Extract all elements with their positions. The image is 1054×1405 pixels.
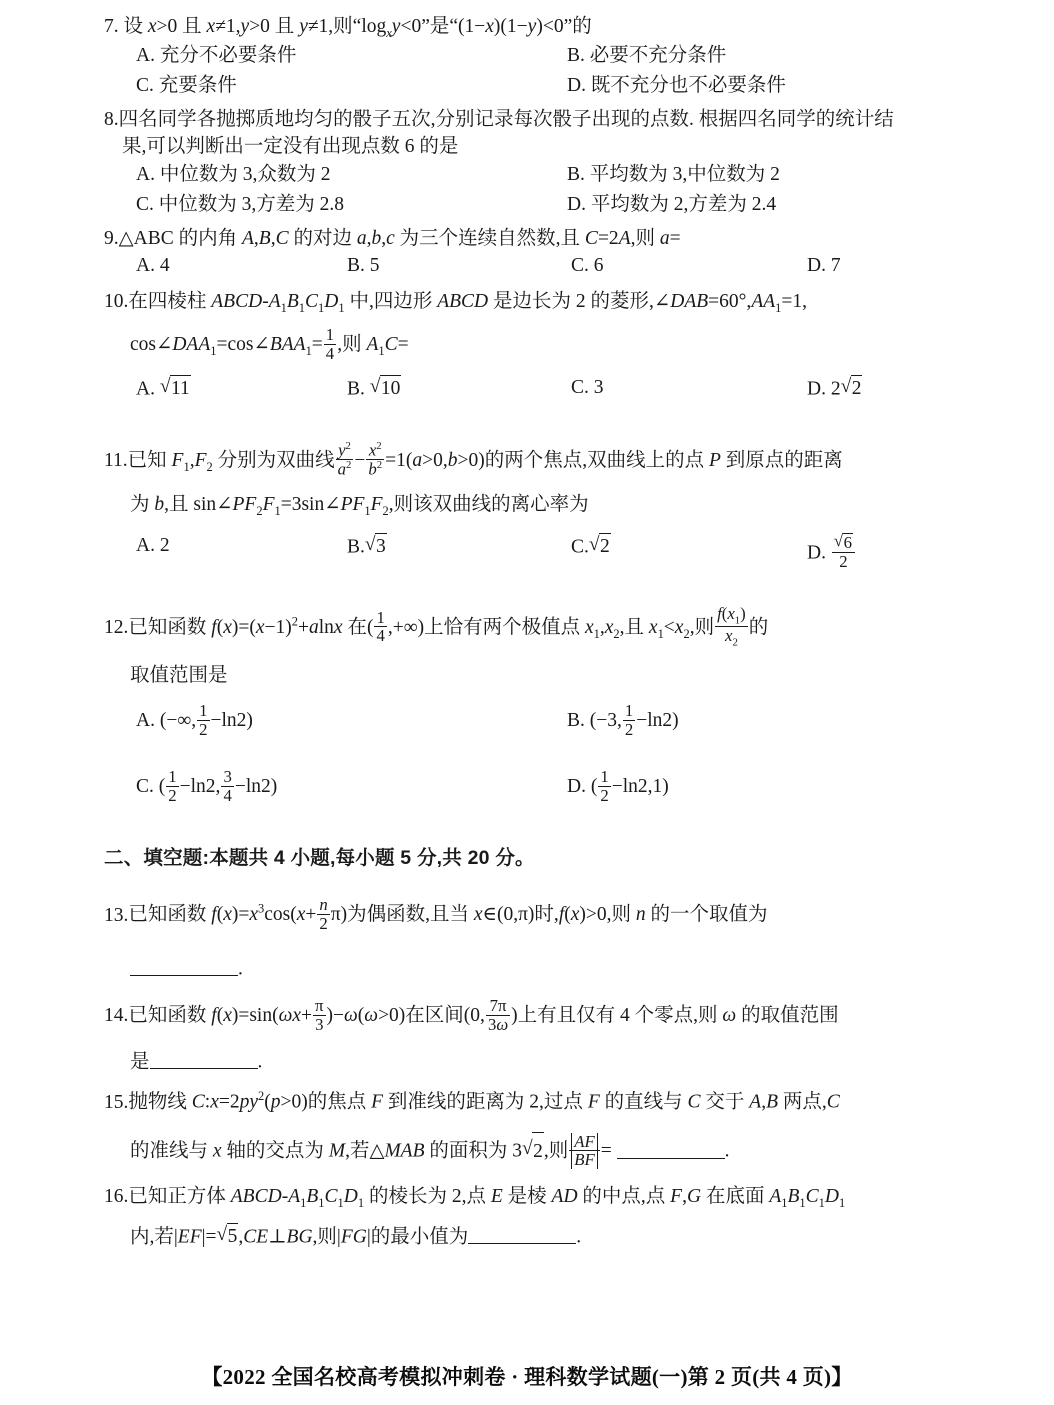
question-8-text-2: 果,可以判断出一定没有出现点数 6 的是 bbox=[122, 136, 459, 158]
question-7-choice-a[interactable]: A. 充分不必要条件 bbox=[136, 45, 297, 67]
question-8-number: 8. bbox=[104, 109, 119, 131]
question-11-choice-a[interactable]: A. 2 bbox=[136, 534, 170, 556]
question-7 bbox=[104, 14, 960, 103]
question-9-choice-a[interactable]: A. 4 bbox=[136, 255, 170, 277]
question-8-choice-b[interactable]: B. 平均数为 3,中位数为 2 bbox=[567, 163, 780, 185]
question-14-answer-blank[interactable] bbox=[150, 1049, 258, 1070]
fraction-7pi-3omega: $\frac{7\pi}{3\omega}$ bbox=[487, 996, 509, 1035]
question-9-number: 9. bbox=[104, 227, 119, 249]
question-13-answer-blank[interactable] bbox=[130, 956, 238, 977]
question-11-choices bbox=[104, 533, 960, 585]
question-9 bbox=[104, 226, 960, 283]
question-14-line-1: 14.已知函数 f(x)=sin(ωx+ $\frac{\pi}{3}$ )−ω(ω>0)在区间(0, $\frac{7\pi}{3\omega}$ )上有且仅有 4 个零点,则 ω 的取值范围 bbox=[104, 996, 839, 1035]
question-11-number: 11. bbox=[104, 449, 128, 471]
question-9-choice-c[interactable]: C. 6 bbox=[571, 255, 604, 277]
page-content bbox=[104, 14, 960, 1251]
question-15-line-2: 的准线与 x 轴的交点为 M,若△MAB 的面积为 3 √ 2,则 $\frac{AF}{BF}$ = . bbox=[104, 1131, 960, 1169]
question-12-choice-d[interactable]: D. ( $\frac{1}{2}$ −ln2,1) bbox=[567, 767, 669, 806]
question-12-choice-c[interactable]: C. ( $\frac{1}{2}$ −ln2, $\frac{3}{4}$ −ln2) bbox=[136, 767, 278, 806]
question-9-choices bbox=[104, 253, 960, 283]
question-8-choice-a[interactable]: A. 中位数为 3,众数为 2 bbox=[136, 163, 331, 185]
fraction-one-quarter-2: $\frac{1}{4}$ bbox=[376, 607, 385, 646]
fraction-fx1-x2: $\frac{f(x_1)}{x_2}$ bbox=[717, 603, 746, 649]
question-11-choice-d[interactable]: D. √ $\frac{6}{2}$ bbox=[807, 533, 856, 571]
question-8-text-1: 四名同学各抛掷质地均匀的骰子五次,分别记录每次骰子出现的点数. 根据四名同学的统计结 bbox=[118, 109, 894, 131]
question-13 bbox=[104, 896, 960, 981]
page-footer: 【2022 全国名校高考模拟冲刺卷 · 理科数学试题(一)第 2 页(共 4 页)】 bbox=[201, 1365, 853, 1389]
fraction-pi-3: $\frac{\pi}{3}$ bbox=[315, 996, 324, 1035]
question-11-line-2: 为 b,且 $\sin\angle PF_2F_1=3\sin\angle PF_1F_2$,则该双曲线的离心率为 bbox=[130, 493, 589, 518]
question-11-line-1: 11.已知 $F_1,F_2$ 分别为双曲线 $\frac{y^2}{a^2}$ − $\frac{x^2}{b^2}$ =1(a>0,b>0)的两个焦点,双曲线上的点 P 到原点的距离 bbox=[104, 439, 843, 479]
question-9-line-1: 9.△ABC 的内角 A,B,C 的对边 a,b,c 为三个连续自然数,且 C=2A,则 a= bbox=[104, 226, 960, 251]
question-7-number: 7. bbox=[104, 16, 119, 37]
question-10-choice-a[interactable]: A. √ 11 bbox=[136, 375, 191, 402]
question-12-choices-2 bbox=[104, 768, 960, 820]
question-8-choices-2 bbox=[104, 192, 960, 222]
question-16-line-1: 16.已知正方体 ABCD-$A_1B_1C_1D_1$ 的棱长为 2,点 E 是棱 AD 的中点,点 F,G 在底面 $A_1B_1C_1D_1$ bbox=[104, 1185, 846, 1210]
question-9-choice-b[interactable]: B. 5 bbox=[347, 255, 380, 277]
fraction-one-quarter: $\frac{1}{4}$ bbox=[325, 325, 335, 364]
question-12-line-2: 取值范围是 bbox=[130, 665, 228, 687]
question-14-number: 14. bbox=[104, 1005, 129, 1027]
question-7-choices-2 bbox=[104, 73, 960, 103]
question-12-line-1: 12.已知函数 $f(x)=(x-1)^2+alnx$ 在( $\frac{1}{4}$ ,+∞)上恰有两个极值点 $x_1,x_2$,且 $x_1<x_2$,则 $\frac{f(x_1)}{x_2}$ 的 bbox=[104, 603, 769, 649]
question-8 bbox=[104, 107, 960, 222]
fraction-af-bf: $\frac{AF}{BF}$ bbox=[569, 1133, 599, 1170]
question-7-choice-c[interactable]: C. 充要条件 bbox=[136, 75, 237, 97]
fraction-y2-a2: $\frac{y^2}{a^2}$ bbox=[337, 439, 352, 479]
question-15-number: 15. bbox=[104, 1091, 129, 1113]
question-10 bbox=[104, 289, 960, 427]
question-8-line-2 bbox=[104, 134, 960, 159]
question-14 bbox=[104, 997, 960, 1074]
question-12-choice-a[interactable]: A. (−∞, $\frac{1}{2}$ −ln2) bbox=[136, 701, 253, 740]
question-7-choice-b[interactable]: B. 必要不充分条件 bbox=[567, 45, 727, 67]
question-12-choice-b[interactable]: B. (−3, $\frac{1}{2}$ −ln2) bbox=[567, 701, 679, 740]
question-8-choice-d[interactable]: D. 平均数为 2,方差为 2.4 bbox=[567, 193, 777, 215]
question-10-number: 10. bbox=[104, 291, 129, 313]
question-8-choice-c[interactable]: C. 中位数为 3,方差为 2.8 bbox=[136, 193, 345, 215]
section-2-heading bbox=[104, 842, 960, 870]
question-13-line-1: 13.已知函数 $f(x)=x^3\cos(x+$ $\frac{n}{2}$ π)为偶函数,且当 x∈(0,π)时,f(x)>0,则 n 的一个取值为 bbox=[104, 895, 768, 934]
question-16-line-2: 内,若|EF|= √ 5,CE⊥BG,则|FG|的最小值为 . bbox=[104, 1223, 960, 1250]
question-13-number: 13. bbox=[104, 904, 129, 926]
question-15-line-1: 15.抛物线 $C:x=2py^2(p>0)$的焦点 F 到准线的距离为 2,过点 F 的直线与 C 交于 A,B 两点,C bbox=[104, 1088, 960, 1115]
question-16-answer-blank[interactable] bbox=[468, 1224, 576, 1245]
question-7-choice-d[interactable]: D. 既不充分也不必要条件 bbox=[567, 75, 786, 97]
question-16 bbox=[104, 1184, 960, 1250]
question-12-number: 12. bbox=[104, 616, 129, 638]
question-11 bbox=[104, 441, 960, 585]
question-11-choice-b[interactable]: B. √ 3 bbox=[347, 533, 387, 560]
question-7-choices bbox=[104, 43, 960, 73]
fraction-x2-b2: $\frac{x^2}{b^2}$ bbox=[368, 439, 383, 479]
fraction-sqrt6-2: √ $\frac{6}{2}$ bbox=[832, 533, 855, 571]
question-7-stem: 7. 设 x>0 且 x≠1,y>0 且 y≠1,则“$\log_xy<0$”是“(1−x)(1−y)<0”的 bbox=[104, 16, 592, 40]
question-10-choice-c[interactable]: C. 3 bbox=[571, 376, 604, 398]
question-9-choice-d[interactable]: D. 7 bbox=[807, 255, 841, 277]
question-11-choice-c[interactable]: C. √ 2 bbox=[571, 533, 611, 560]
question-16-number: 16. bbox=[104, 1185, 129, 1207]
fraction-n-2: $\frac{n}{2}$ bbox=[319, 895, 328, 934]
question-10-choices bbox=[104, 375, 960, 427]
question-10-line-1: 10.在四棱柱 ABCD-$A_1B_1C_1D_1$ 中,四边形 ABCD 是边长为 2 的菱形$,\angle DAB=60^\circ,AA_1=1$, bbox=[104, 291, 807, 316]
question-12-choices bbox=[104, 702, 960, 754]
section-2-heading-text: 二、填空题:本题共 4 小题,每小题 5 分,共 20 分。 bbox=[104, 847, 535, 870]
question-10-choice-d[interactable]: D. 2 √ 2 bbox=[807, 375, 862, 402]
question-10-choice-b[interactable]: B. √ 10 bbox=[347, 375, 401, 402]
question-15-answer-blank[interactable] bbox=[617, 1138, 725, 1159]
question-8-line-1 bbox=[104, 107, 960, 132]
question-12 bbox=[104, 605, 960, 821]
question-10-line-2: $\cos\angle DAA_1=\cos\angle BAA_1=$ $\frac{1}{4}$ ,则 $A_1C=$ bbox=[130, 325, 409, 364]
question-15 bbox=[104, 1088, 960, 1169]
question-14-line-2: 是 . bbox=[104, 1049, 960, 1075]
question-8-choices bbox=[104, 162, 960, 192]
question-13-line-2: . bbox=[104, 956, 960, 982]
